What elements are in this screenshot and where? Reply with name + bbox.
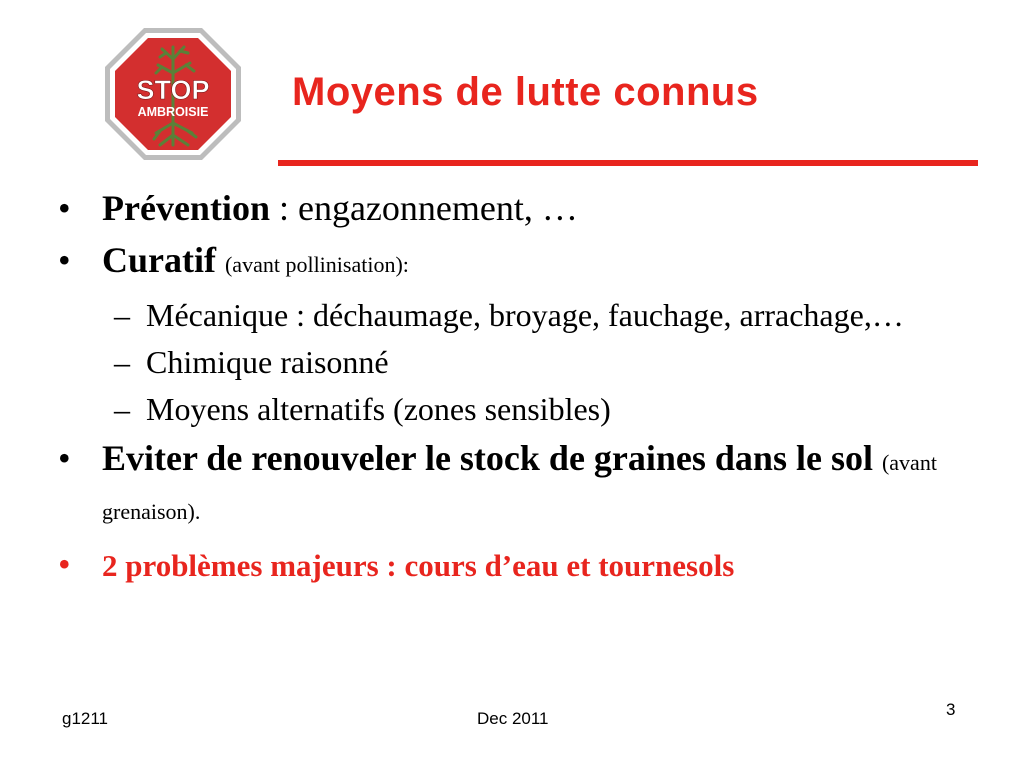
sub-item-text: Chimique raisonné <box>146 344 389 380</box>
dash-marker: – <box>114 391 130 427</box>
highlight-text: 2 problèmes majeurs : cours d’eau et tournesols <box>102 548 735 583</box>
bullet-heading: Eviter de renouveler le stock de graines dans le sol <box>102 438 873 478</box>
logo-stop-text: STOP <box>136 75 210 105</box>
sub-item-alternatifs <box>58 389 998 429</box>
bullet-marker: • <box>58 188 71 228</box>
bullet-marker: • <box>58 240 71 280</box>
bullet-heading: Curatif <box>102 240 216 280</box>
footer-date: Dec 2011 <box>477 709 549 728</box>
bullet-note: (avant pollinisation): <box>224 252 409 277</box>
list-item-curatif <box>58 238 998 287</box>
slide-title: Moyens de lutte connus <box>292 70 759 114</box>
sub-item-chimique <box>58 342 998 382</box>
bullet-text: : engazonnement, … <box>269 188 578 228</box>
stop-ambroisie-logo <box>104 27 242 161</box>
sub-item-text: Mécanique : déchaumage, broyage, fauchage, arrachage,… <box>146 297 904 333</box>
bullet-marker: • <box>58 544 71 584</box>
bullet-heading: Prévention <box>102 188 270 228</box>
footer-id: g1211 <box>62 709 109 728</box>
sub-item-text: Moyens alternatifs (zones sensibles) <box>146 391 611 427</box>
list-item-eviter <box>58 436 998 534</box>
bullet-note: (avant grenaison). <box>102 450 937 524</box>
list-item-problemes <box>58 542 998 588</box>
bullet-list <box>58 186 998 596</box>
dash-marker: – <box>114 344 130 380</box>
dash-marker: – <box>114 297 130 333</box>
logo-ambroisie-text: AMBROISIE <box>137 105 209 119</box>
sub-item-mecanique <box>58 295 998 335</box>
page-number: 3 <box>946 700 956 719</box>
bullet-marker: • <box>58 438 71 478</box>
title-underline <box>278 160 978 166</box>
list-item-prevention <box>58 186 998 230</box>
